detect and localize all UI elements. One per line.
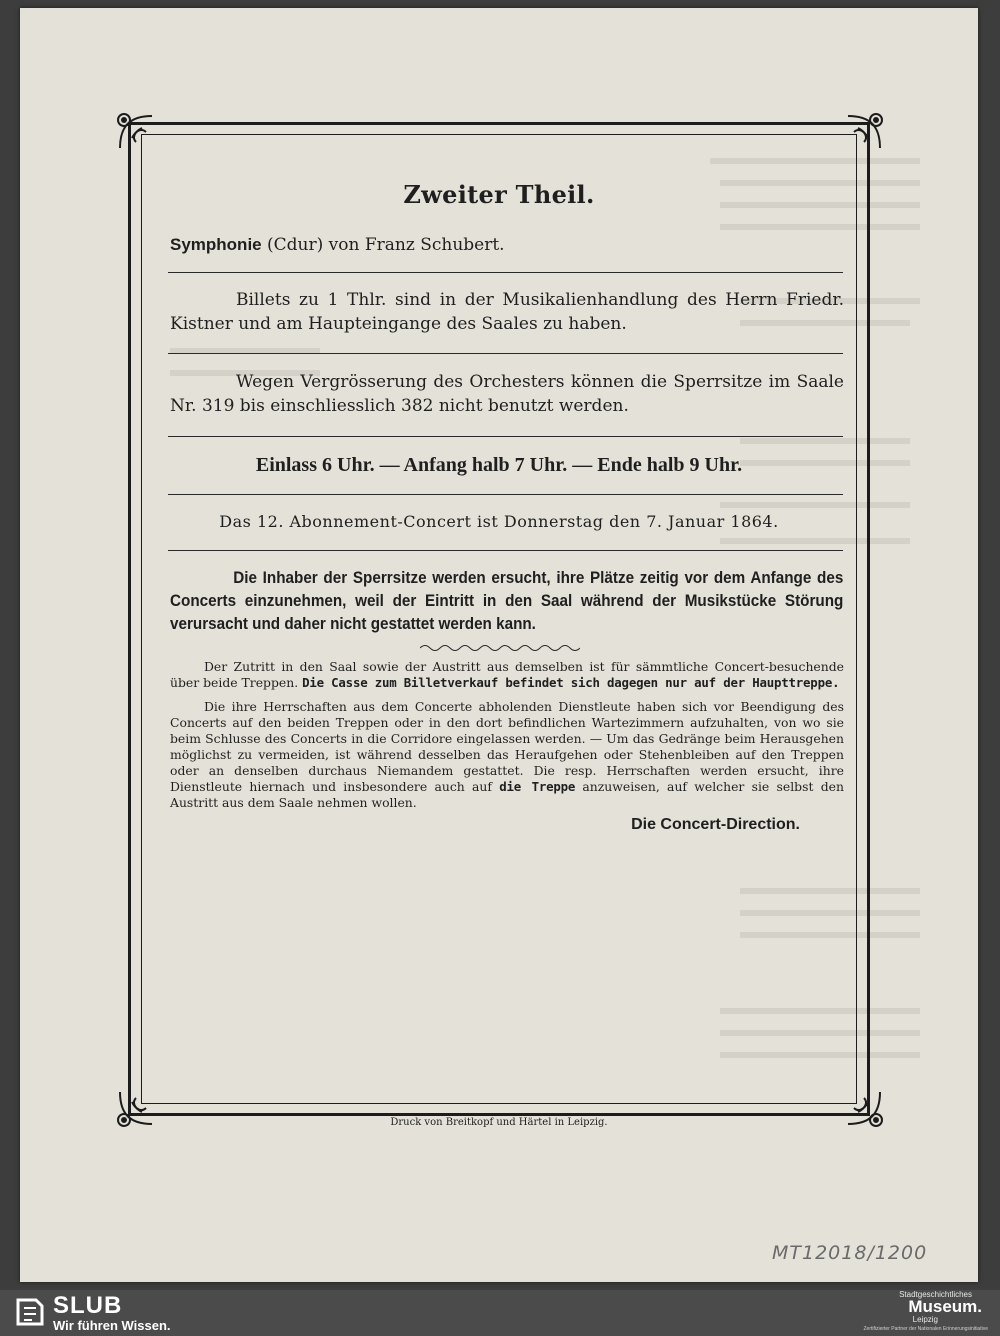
stairs-emphasis: die Treppe bbox=[499, 779, 576, 794]
seat-holder-notice: Die Inhaber der Sperrsitze werden ersucht, ihre Plätze zeitig vor dem Anfange des Concerts einzunehmen, weil der Eintritt in den Saal während der Musikstücke Störung verursacht und daher nicht gestattet werden kann. bbox=[170, 569, 844, 633]
access-rules-text: Der Zutritt in den Saal sowie der Austritt aus demselben ist für sämmtliche Concert-besuchende über beide Treppen. bbox=[170, 659, 844, 690]
museum-name: Museum. bbox=[908, 1297, 982, 1316]
divider-rule bbox=[168, 550, 843, 551]
tickets-paragraph: Billets zu 1 Thlr. sind in der Musikalienhandlung des Herrn Friedr. Kistner und am Haupteingange des Saales zu haben. bbox=[170, 290, 844, 334]
access-rules-paragraph bbox=[170, 659, 844, 691]
seats-paragraph: Wegen Vergrösserung des Orchesters können die Sperrsitze im Saale Nr. 319 bis einschliesslich 382 nicht benutzt werden. bbox=[170, 372, 844, 416]
servants-rules-paragraph bbox=[170, 699, 844, 811]
corner-ornament-top-right bbox=[838, 108, 888, 158]
symphony-work: Symphonie bbox=[170, 235, 262, 254]
slub-logo-icon bbox=[14, 1296, 46, 1328]
section-title: Zweiter Theil. bbox=[403, 180, 595, 209]
concert-times: Einlass 6 Uhr. — Anfang halb 7 Uhr. — Ende halb 9 Uhr. bbox=[255, 454, 743, 476]
corner-ornament-top-left bbox=[112, 108, 162, 158]
library-tagline: Wir führen Wissen. bbox=[53, 1318, 171, 1333]
servants-rules-text: Die ihre Herrschaften aus dem Concerte abholenden Dienstleute haben sich vor Beendigung des Concerts auf den beiden Treppen oder in den dort befindlichen Wartezimmern aufzuhalten, von wo sie beim Schlusse des Concerts in die Corridore eingelassen werden. — Um das Gedränge beim Herausgehen möglichst zu vermeiden, ist während desselben das Heraufgehen oder Stehenbleiben auf den Treppen oder an denselben durchaus Niemandem gestattet. Die resp. Herrschaften werden ersucht, ihre Dienstleute hiernach und insbesondere auch auf bbox=[170, 699, 844, 794]
divider-rule bbox=[168, 272, 843, 273]
printer-imprint: Druck von Breitkopf und Härtel in Leipzig. bbox=[390, 1117, 608, 1128]
museum-partner: Zertifizierter Partner der Nationalen Erinnerungsinitiative bbox=[863, 1326, 988, 1332]
museum-line1: Stadtgeschichtliches bbox=[899, 1290, 972, 1299]
museum-city: Leipzig bbox=[912, 1315, 938, 1324]
library-name: SLUB bbox=[53, 1292, 123, 1319]
next-concert-date: Das 12. Abonnement-Concert ist Donnerstag den 7. Januar 1864. bbox=[219, 512, 779, 531]
symphony-detail: (Cdur) von Franz Schubert. bbox=[261, 235, 505, 255]
signature: Die Concert-Direction. bbox=[631, 816, 800, 833]
divider-rule bbox=[168, 436, 843, 437]
decorative-squiggle bbox=[420, 643, 580, 653]
divider-rule bbox=[168, 494, 843, 495]
symphony-line bbox=[170, 235, 845, 255]
box-office-note: Die Casse zum Billetverkauf befindet sich dagegen nur auf der Haupttreppe. bbox=[302, 675, 840, 690]
servants-rules-end: anzuweisen, auf welcher sie selbst den Austritt aus dem Saale nehmen wollen. bbox=[170, 779, 844, 810]
shelfmark: MT12018/1200 bbox=[772, 1242, 928, 1264]
divider-rule bbox=[168, 353, 843, 354]
